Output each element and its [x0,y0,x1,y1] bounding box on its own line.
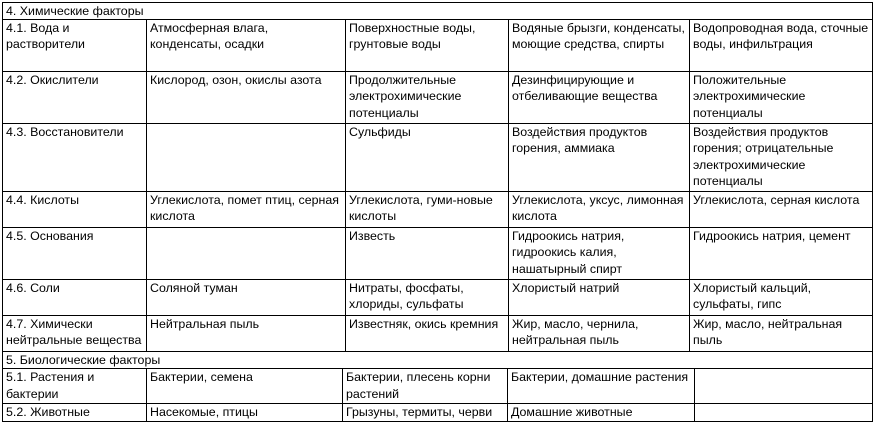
table-row [3,72,873,124]
factor-cell: 5.1. Растения и бактерии [3,369,147,404]
table-cell: Атмосферная влага, конденсаты, осадки [147,20,346,72]
table-cell [147,124,346,192]
table-cell: Известняк, окись кремния [346,316,509,352]
table-cell: Водопроводная вода, сточные воды, инфильтрация [690,20,873,72]
table-cell: Углекислота, уксус, лимонная кислота [509,192,690,228]
table-cell: Воздействия продуктов горения, аммиака [509,124,690,192]
factors-table [2,2,873,369]
document-page [2,2,872,420]
factor-cell: 4.6. Соли [3,280,147,316]
table-cell: Нейтральная пыль [147,316,346,352]
factor-cell: 4.1. Вода и растворители [3,20,147,72]
factor-cell: 4.7. Химически нейтральные вещества [3,316,147,352]
table-cell: Жир, масло, нейтральная пыль [690,316,873,352]
section-header-row [3,3,873,20]
table-cell: Углекислота, помет птиц, серная кислота [147,192,346,228]
table-cell: Углекислота, серная кислота [690,192,873,228]
table-cell: Гидроокись натрия, гидроокись калия, нашатырный спирт [509,228,690,280]
table-cell: Бактерии, домашние растения [508,369,695,404]
table-cell: Продолжительные электрохимические потенциалы [346,72,509,124]
table-row [3,404,873,421]
table-row [3,124,873,192]
table-cell: Домашние животные [508,404,695,421]
table-cell: Нитраты, фосфаты, хлориды, сульфаты [346,280,509,316]
table-row [3,192,873,228]
table-row [3,369,873,404]
factor-cell: 4.3. Восстановители [3,124,147,192]
section-title-chemical: 4. Химические факторы [3,3,873,20]
table-cell: Углекислота, гуми-новые кислоты [346,192,509,228]
table-cell: Воздействия продуктов горения; отрицательные электрохимические потенциалы [690,124,873,192]
table-cell: Бактерии, семена [147,369,343,404]
table-row [3,316,873,352]
table-row [3,280,873,316]
factor-cell: 4.2. Окислители [3,72,147,124]
table-cell: Насекомые, птицы [147,404,343,421]
table-cell [695,404,873,421]
table-row [3,228,873,280]
table-cell: Кислород, озон, окислы азота [147,72,346,124]
table-cell: Хлористый натрий [509,280,690,316]
table-cell: Дезинфицирующие и отбеливающие вещества [509,72,690,124]
factor-cell: 4.5. Основания [3,228,147,280]
table-cell: Бактерии, плесень корни растений [343,369,508,404]
table-cell: Водяные брызги, конденсаты, моющие средства, спирты [509,20,690,72]
factor-cell: 5.2. Животные [3,404,147,421]
table-cell: Гидроокись натрия, цемент [690,228,873,280]
table-row [3,20,873,72]
table-cell: Хлористый кальций, сульфаты, гипс [690,280,873,316]
table-cell: Жир, масло, чернила, нейтральная пыль [509,316,690,352]
biological-table [2,368,873,421]
table-cell: Положительные электрохимические потенциалы [690,72,873,124]
table-cell [147,228,346,280]
factor-cell: 4.4. Кислоты [3,192,147,228]
table-cell: Грызуны, термиты, черви [343,404,508,421]
table-cell: Сульфиды [346,124,509,192]
table-cell: Известь [346,228,509,280]
section-title-biological: 5. Биологические факторы [3,352,873,369]
section-header-row [3,352,873,369]
table-cell [695,369,873,404]
table-cell: Соляной туман [147,280,346,316]
table-cell: Поверхностные воды, грунтовые воды [346,20,509,72]
